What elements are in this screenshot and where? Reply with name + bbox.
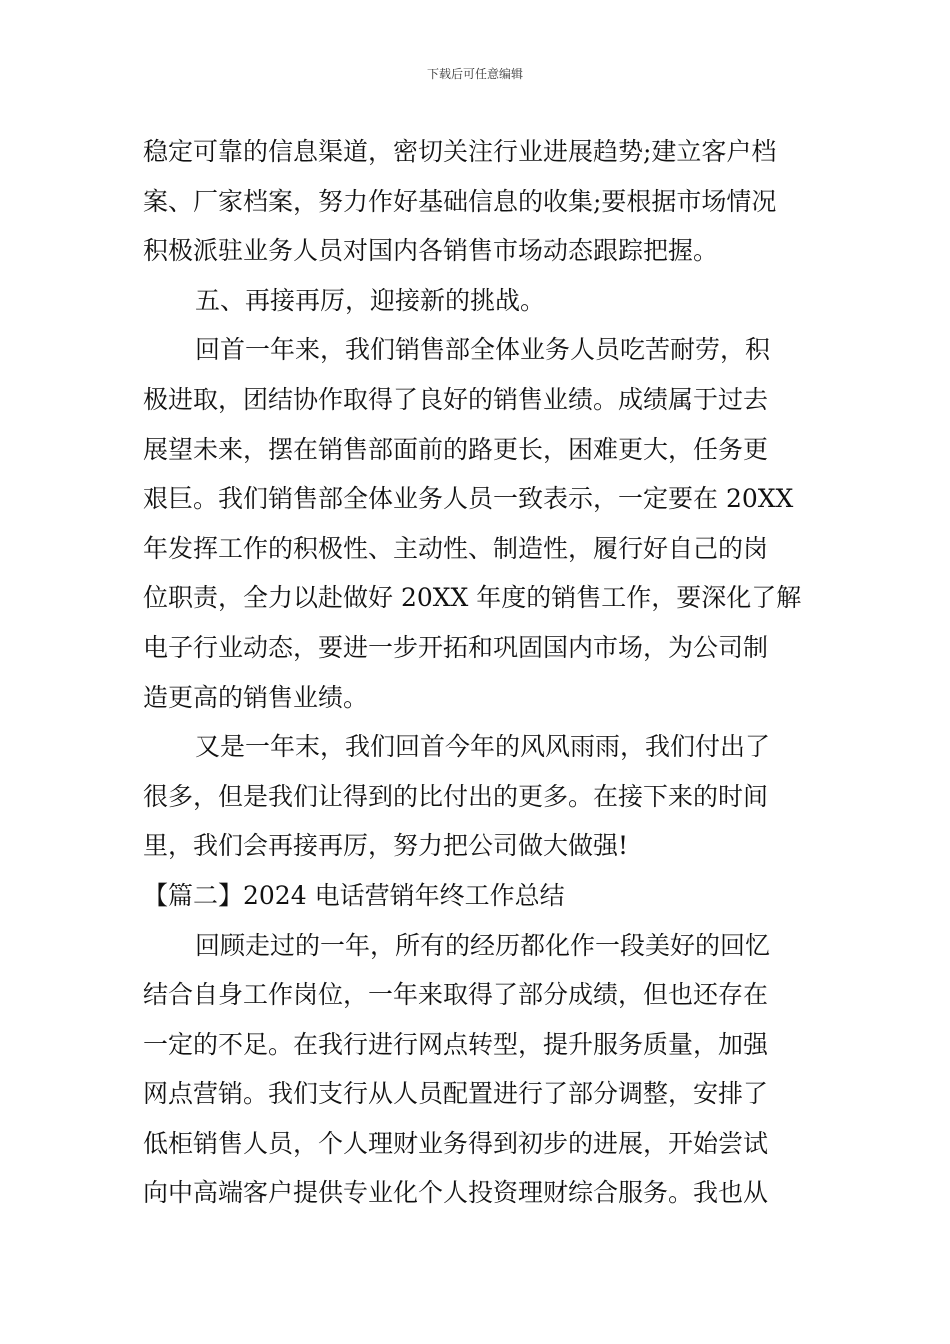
- page-header: [0, 66, 950, 82]
- text-line: 低柜销售人员，个人理财业务得到初步的进展，开始尝试: [143, 1128, 769, 1158]
- text-line: 造更高的销售业绩。: [143, 682, 369, 712]
- section-heading: 五、再接再厉，迎接新的挑战。: [195, 285, 546, 315]
- text-line: 艰巨。我们销售部全体业务人员一致表示，一定要在 20XX: [143, 484, 794, 514]
- text-line: 电子行业动态，要进一步开拓和巩固国内市场，为公司制: [143, 632, 769, 662]
- text-line: 案、厂家档案，努力作好基础信息的收集;要根据市场情况: [143, 186, 777, 216]
- text-line: 展望未来，摆在销售部面前的路更长，困难更大，任务更: [143, 434, 769, 464]
- text-line: 回首一年来，我们销售部全体业务人员吃苦耐劳，积: [195, 335, 771, 365]
- text-line: 很多，但是我们让得到的比付出的更多。在接下来的时间: [143, 781, 769, 811]
- text-line: 年发挥工作的积极性、主动性、制造性，履行好自己的岗: [143, 533, 769, 563]
- text-line: 极进取，团结协作取得了良好的销售业绩。成绩属于过去: [143, 384, 769, 414]
- text-line: 网点营销。我们支行从人员配置进行了部分调整，安排了: [143, 1079, 769, 1109]
- text-line: 又是一年末，我们回首今年的风风雨雨，我们付出了: [195, 732, 771, 762]
- text-line: 回顾走过的一年，所有的经历都化作一段美好的回忆: [195, 930, 771, 960]
- text-line: 位职责，全力以赴做好 20XX 年度的销售工作，要深化了解: [143, 583, 802, 613]
- document-body: [143, 127, 807, 1218]
- text-line: 向中高端客户提供专业化个人投资理财综合服务。我也从: [143, 1178, 769, 1208]
- header-text: 下载后可任意编辑: [426, 67, 523, 81]
- article-title: 【篇二】2024 电话营销年终工作总结: [143, 880, 565, 910]
- text-line: 稳定可靠的信息渠道，密切关注行业进展趋势;建立客户档: [143, 137, 777, 166]
- text-line: 结合自身工作岗位，一年来取得了部分成绩，但也还存在: [143, 980, 769, 1010]
- text-line: 里，我们会再接再厉，努力把公司做大做强!: [143, 831, 629, 861]
- text-line: 积极派驻业务人员对国内各销售市场动态跟踪把握。: [143, 236, 719, 266]
- text-line: 一定的不足。在我行进行网点转型，提升服务质量，加强: [143, 1029, 769, 1059]
